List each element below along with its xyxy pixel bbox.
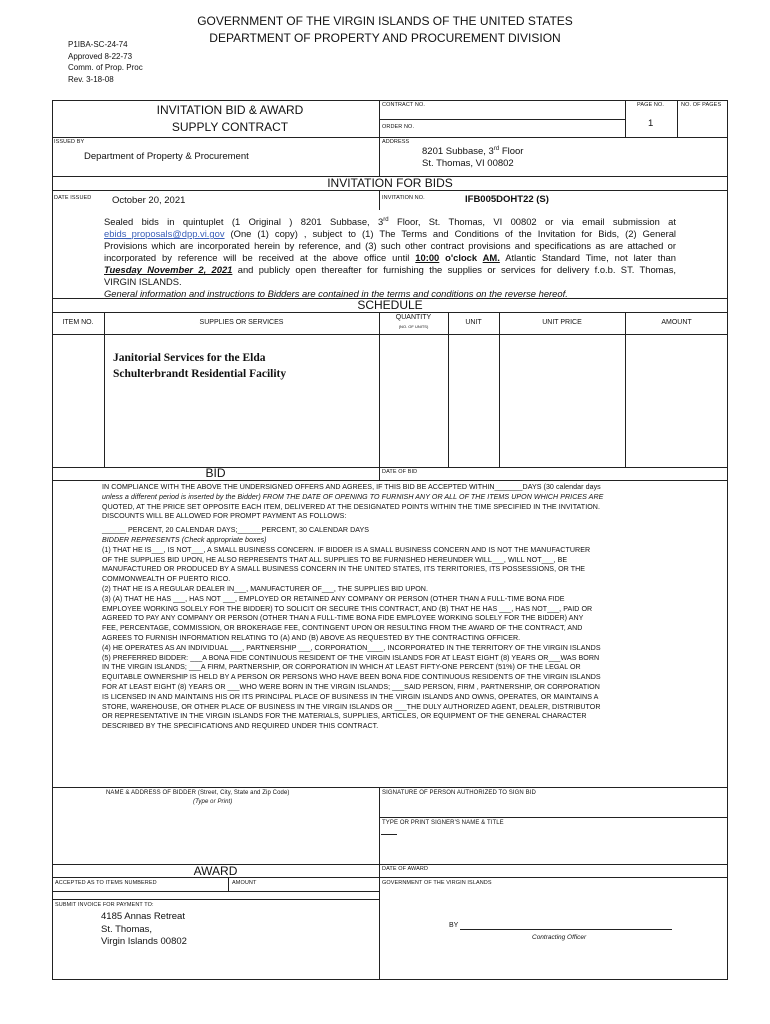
bid-term-line: BIDDER REPRESENTS (Check appropriate boxes) xyxy=(102,535,267,544)
bid-term-line: FEE, PERCENTAGE, COMMISSION, OR BROKERAGE FEE, CONTINGENT UPON OR RESULTING FROM THE AWARD OF THE CONTRACT, AND xyxy=(102,624,583,633)
page-no-label: PAGE NO. xyxy=(637,102,664,108)
email-link[interactable]: ebids_proposals@dpp.vi.gov xyxy=(104,228,225,240)
issued-by-label: ISSUED BY xyxy=(54,139,85,145)
bid-heading: BID xyxy=(205,466,226,480)
invitation-no-value: IFB005DOHT22 (S) xyxy=(465,194,549,205)
award-heading: AWARD xyxy=(193,864,238,878)
invoice-address: 4185 Annas Retreat St. Thomas, Virgin Islands 00802 xyxy=(101,911,187,947)
bid-term-line: OF THE SUPPLIES BID UPON, HE ALSO REPRESENTS THAT ALL SUPPLIES TO BE FURNISHED HEREUNDER WILL___, WILL NOT___, BE xyxy=(102,555,568,564)
award-date-label: DATE OF AWARD xyxy=(382,866,429,872)
signature-label: SIGNATURE OF PERSON AUTHORIZED TO SIGN BID xyxy=(382,790,536,796)
address-line-1: 8201 Subbase, 3rd Floor xyxy=(422,146,524,158)
bid-term-line: IS LICENSED IN AND MAINTAINS HIS OR ITS PRINCIPAL PLACE OF BUSINESS IN THE VIRGIN ISLANDS AND OWNS, OPERATES, OR MAINTAINS A xyxy=(102,692,599,701)
no-of-pages-label: NO. OF PAGES xyxy=(681,102,722,108)
bid-term-line: AGREES TO FURNISH INFORMATION RELATING TO (A) AND (B) ABOVE AS REQUESTED BY THE CONTRACTING OFFICER. xyxy=(102,633,521,642)
col-unit: UNIT xyxy=(465,319,482,326)
bid-term-line: FOR AT LEAST EIGHT (8) YEARS OR ___WHO WERE BORN IN THE VIRGIN ISLANDS; ___SAID PERSON, FIRM , PARTNERSHIP, OR CORPORATION xyxy=(102,682,600,691)
award-amount-label: AMOUNT xyxy=(232,880,257,886)
col-item-no: ITEM NO. xyxy=(62,319,94,326)
col-quantity-sub: (NO. OF UNITS) xyxy=(398,324,429,329)
bid-term-line: EMPLOYEE WORKING SOLELY FOR THE BIDDER) TO SOLICIT OR SECURE THIS CONTRACT, AND (B) THAT HE HAS ___, HAS NOT___, PAID OR xyxy=(102,604,593,613)
schedule-heading: SCHEDULE xyxy=(357,298,423,312)
date-issued-value: October 20, 2021 xyxy=(112,195,186,206)
form-title-2: SUPPLY CONTRACT xyxy=(171,120,289,134)
bid-term-line: QUOTED, AT THE PRICE SET OPPOSITE EACH ITEM, DELIVERED AT THE DESIGNATED POINTS WITHIN THE TIME SPECIFIED IN THE INVITATION. xyxy=(102,502,600,511)
bid-term-line: (1) THAT HE IS___, IS NOT___, A SMALL BUSINESS CONCERN. IF BIDDER IS A SMALL BUSINESS CONCERN AND IS NOT THE MANUFACTURER xyxy=(102,545,591,554)
address-line-2: St. Thomas, VI 00802 xyxy=(422,158,514,169)
bidder-name-label: NAME & ADDRESS OF BIDDER (Street, City, State and Zip Code) xyxy=(106,790,290,796)
revision: Rev. 3-18-08 xyxy=(68,74,114,84)
comm-prop: Comm. of Prop. Proc xyxy=(68,63,143,72)
contracting-officer-label: Contracting Officer xyxy=(532,934,587,941)
bid-term-line: COMMONWEALTH OF PUERTO RICO. xyxy=(102,575,231,584)
date-issued-label: DATE ISSUED xyxy=(54,195,92,201)
ifb-heading: INVITATION FOR BIDS xyxy=(327,176,453,190)
bid-term-line: (5) PREFERRED BIDDER: ___A BONA FIDE CONTINUOUS RESIDENT OF THE VIRGIN ISLANDS FOR AT LEAST EIGHT (8) YEARS OR___WAS BORN xyxy=(102,653,600,662)
bid-term-line: IN COMPLIANCE WITH THE ABOVE THE UNDERSIGNED OFFERS AND AGREES, IF THIS BID BE ACCEPTED WITHIN_______DAYS (30 calendar days xyxy=(102,483,601,491)
bid-term-line: MANUFACTURED OR PRODUCED BY A SMALL BUSINESS CONCERN IN THE UNITED STATES, ITS TERRITORIES, ITS POSSESSIONS, OR THE xyxy=(102,565,586,574)
invitation-no-label: INVITATION NO. xyxy=(382,195,425,201)
signer-name-label: TYPE OR PRINT SIGNER'S NAME & TITLE xyxy=(382,820,504,826)
government-heading: GOVERNMENT OF THE VIRGIN ISLANDS OF THE UNITED STATES xyxy=(197,14,573,28)
order-no-label: ORDER NO. xyxy=(382,124,415,130)
col-supplies: SUPPLIES OR SERVICES xyxy=(199,319,284,326)
department-heading: DEPARTMENT OF PROPERTY AND PROCUREMENT DIVISION xyxy=(209,31,561,45)
issued-by-value: Department of Property & Procurement xyxy=(84,151,249,162)
contract-no-label: CONTRACT NO. xyxy=(382,102,425,108)
col-quantity: QUANTITY xyxy=(395,314,432,321)
bid-term-line: AGREED TO PAY ANY COMPANY OR PERSON (OTHER THAN A FULL-TIME BONA FIDE EMPLOYEE WORKING SOLELY FOR THE BIDDER) ANY xyxy=(102,614,584,623)
invoice-label: SUBMIT INVOICE FOR PAYMENT TO: xyxy=(55,902,154,908)
page-no-value: 1 xyxy=(648,118,654,129)
col-unit-price: UNIT PRICE xyxy=(542,319,582,326)
bid-term-line: (2) THAT HE IS A REGULAR DEALER IN___, MANUFACTURER OF___, THE SUPPLIES BID UPON. xyxy=(102,584,428,593)
accepted-items-label: ACCEPTED AS TO ITEMS NUMBERED xyxy=(55,880,157,886)
form-meta xyxy=(68,39,143,85)
bid-term-line: (4) HE OPERATES AS AN INDIVIDUAL ___, PARTNERSHIP ___, CORPORATION____, INCORPORATED IN THE TERRITORY OF THE VIRGIN ISLANDS xyxy=(102,643,601,652)
bid-term-line: EQUITABLE OWNERSHIP IS HELD BY A PERSON OR PERSONS WHO HAVE BEEN BONA FIDE CONTINUOUS RESIDENTS OF THE VIRGIN ISLANDS xyxy=(102,673,601,682)
col-amount: AMOUNT xyxy=(661,319,692,326)
by-label: BY xyxy=(449,922,459,929)
bid-term-line: DISCOUNTS WILL BE ALLOWED FOR PROMPT PAYMENT AS FOLLOWS: xyxy=(102,512,347,521)
schedule-item-description: Janitorial Services for the Elda Schulterbrandt Residential Facility xyxy=(113,352,287,380)
bid-term-line: (3) (A) THAT HE HAS ___, HAS NOT ___, EMPLOYED OR RETAINED ANY COMPANY OR PERSON (OTHER THAN A FULL-TIME BONA FIDE xyxy=(102,594,565,603)
bid-term-line: ______ PERCENT, 20 CALENDAR DAYS;______PERCENT, 30 CALENDAR DAYS xyxy=(102,526,370,535)
form-id: P1IBA-SC-24-74 xyxy=(68,40,128,49)
ifb-instructions: Sealed bids in quintuplet (1 Original ) 8201 Subbase, 3rd Floor, St. Thomas, VI 00802 or via email submission at ebids_proposals@dpp.vi.gov (One (1) copy) , subject to (1) The Terms and Conditions of the Invitation for Bids, (2) General Provisions which are incorporated herein by reference, and (3) such other contract provisions and specifications as are attached or incorporated by reference will be received at the above office until 10:00 o'clock AM. Atlantic Standard Time, not later than Tuesday November 2, 2021 and publicly open thereafter for furnishing the supplies or services for delivery f.o.b. ST. Thomas, VIRGIN ISLANDS. General information and instructions to Bidders are contained in the terms and conditions on the reverse hereof. xyxy=(104,216,676,300)
bidder-type-print: (Type or Print) xyxy=(193,799,233,805)
bid-term-line: unless a different period is inserted by the Bidder) FROM THE DATE OF OPENING TO FURNISH ANY OR ALL OF THE ITEMS UPON WHICH PRICES ARE xyxy=(102,492,604,501)
approved-date: Approved 8-22-73 xyxy=(68,51,133,61)
bid-terms xyxy=(102,483,692,732)
bid-term-line: STORE, WAREHOUSE, OR OTHER PLACE OF BUSINESS IN THE VIRGIN ISLANDS OR ___THE DULY AUTHORIZED AGENT, DEALER, DISTRIBUTOR xyxy=(102,702,601,711)
government-label: GOVERNMENT OF THE VIRGIN ISLANDS xyxy=(382,880,492,886)
form-title-1: INVITATION BID & AWARD xyxy=(156,103,304,117)
bid-term-line: OR REPRESENTATIVE IN THE VIRGIN ISLANDS FOR THE MATERIALS, SUPPLIES, ARTICLES, OR EQUIPMENT OF THE GENERAL CHARACTER xyxy=(102,712,587,721)
bid-date-label: DATE OF BID xyxy=(382,469,418,475)
address-label: ADDRESS xyxy=(382,139,410,145)
bid-term-line: IN THE VIRGIN ISLANDS; ___A FIRM, PARTNERSHIP, OR CORPORATION IN WHICH AT LEAST FIFTY-ONE PERCENT (51%) OF THE LEGAL OR xyxy=(102,663,581,672)
bid-term-line: DESCRIBED BY THE SPECIFICATIONS AND REQUIRED UNDER THIS CONTRACT. xyxy=(102,722,379,731)
